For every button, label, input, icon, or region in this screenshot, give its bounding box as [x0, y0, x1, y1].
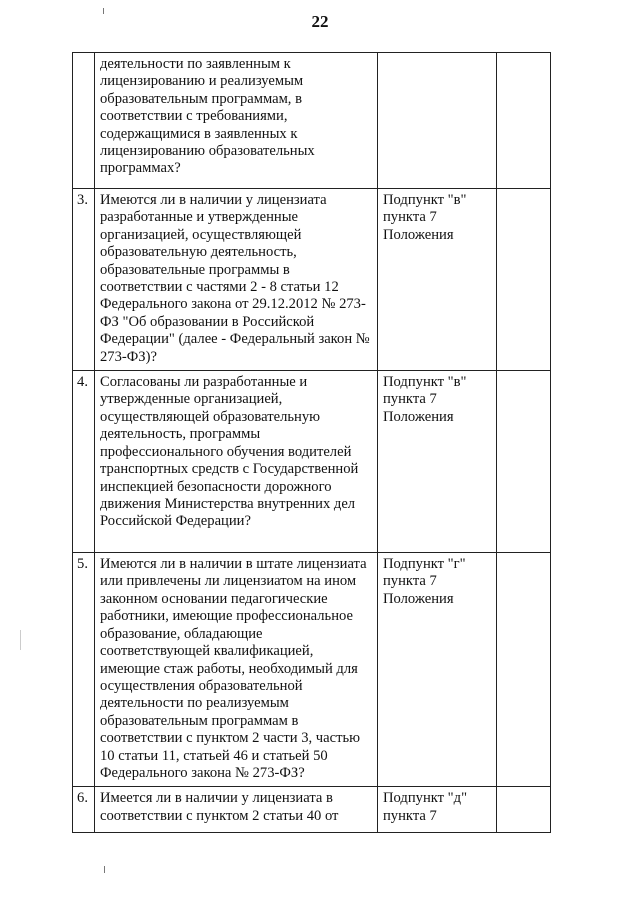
reference-text-line: Положения: [383, 408, 454, 425]
question-text-line: деятельности по заявленным к: [100, 56, 291, 72]
question-text-line: Федерального закона № 273-ФЗ?: [100, 764, 305, 781]
row-number-cell: 5.: [73, 553, 95, 787]
reference-cell: [378, 553, 497, 787]
reference-text-line: пункта 7: [383, 209, 437, 226]
notes-cell: [497, 53, 551, 189]
reference-text-line: Подпункт "д": [383, 790, 468, 807]
question-text-line: образовательным программам в: [100, 712, 299, 729]
reference-cell: [378, 371, 497, 553]
reference-text-line: Подпункт "в": [383, 374, 467, 391]
page-number: 22: [311, 12, 329, 31]
question-text-line: разработанные и утвержденные: [100, 209, 299, 226]
question-text-line: имеющие стаж работы, необходимый для: [100, 660, 358, 677]
table-row: [73, 553, 551, 787]
reference-text-line: Подпункт "в": [383, 192, 467, 208]
question-text-line: программах?: [100, 160, 181, 177]
question-text-line: содержащимися в заявленных к: [100, 125, 298, 142]
row-number-cell: 4.: [73, 371, 95, 553]
question-text-line: утвержденные организацией,: [100, 391, 283, 408]
question-text-line: Федерального закона от 29.12.2012 № 273-: [100, 296, 366, 313]
question-text-line: ФЗ "Об образовании в Российской: [100, 313, 315, 330]
scan-mark: [20, 630, 21, 650]
question-text-line: законном основании педагогические: [100, 590, 328, 607]
scan-mark: [103, 8, 104, 14]
reference-text-line: пункта 7: [383, 807, 437, 824]
question-text-line: инспекцией безопасности дорожного: [100, 478, 332, 495]
reference-cell: [378, 189, 497, 371]
question-cell: [95, 787, 378, 833]
question-text-line: соответствующей квалификацией,: [100, 643, 314, 660]
requirements-table: [72, 52, 551, 833]
row-number-cell: 3.: [73, 189, 95, 371]
question-text-line: 273-ФЗ)?: [100, 348, 157, 365]
question-text-line: образовательную деятельность,: [100, 244, 297, 261]
question-text-line: лицензированию образовательных: [100, 143, 315, 160]
question-cell: [95, 53, 378, 189]
table-row: [73, 189, 551, 371]
question-text-line: Согласованы ли разработанные и: [100, 374, 308, 391]
question-text-line: Российской Федерации?: [100, 513, 251, 530]
reference-cell: [378, 53, 497, 189]
question-text-line: образовательным программам, в: [100, 90, 302, 107]
table-row: [73, 53, 551, 189]
question-text-line: профессионального обучения водителей: [100, 443, 352, 460]
question-text-line: 10 статьи 11, статьей 46 и статьей 50: [100, 747, 328, 764]
question-text-line: осуществляющей образовательную: [100, 408, 321, 425]
question-text-line: деятельности по реализуемым: [100, 695, 289, 712]
table-row: [73, 371, 551, 553]
question-cell: [95, 189, 378, 371]
question-text-line: или привлечены ли лицензиатом на ином: [100, 573, 357, 590]
question-text-line: Имеется ли в наличии у лицензиата в: [100, 790, 333, 807]
question-text-line: работники, имеющие профессиональное: [100, 608, 353, 625]
question-text-line: лицензированию и реализуемым: [100, 73, 304, 90]
reference-text-line: пункта 7: [383, 391, 437, 408]
scan-mark: [104, 866, 105, 873]
question-cell: [95, 371, 378, 553]
question-text-line: Имеются ли в наличии у лицензиата: [100, 192, 327, 208]
notes-cell: [497, 787, 551, 833]
reference-cell: [378, 787, 497, 833]
notes-cell: [497, 189, 551, 371]
question-text-line: образование, обладающие: [100, 625, 263, 642]
question-text-line: соответствии с пунктом 2 статьи 40 от: [100, 807, 339, 824]
row-number-cell: 6.: [73, 787, 95, 833]
notes-cell: [497, 553, 551, 787]
question-cell: [95, 553, 378, 787]
table-row: [73, 787, 551, 833]
question-text-line: деятельность, программы: [100, 426, 261, 443]
question-text-line: соответствии с требованиями,: [100, 108, 288, 125]
notes-cell: [497, 371, 551, 553]
question-text-line: организацией, осуществляющей: [100, 226, 302, 243]
question-text-line: соответствии с частями 2 - 8 статьи 12: [100, 279, 339, 296]
question-text-line: Федерации" (далее - Федеральный закон №: [100, 331, 370, 348]
reference-text-line: пункта 7: [383, 573, 437, 590]
question-text-line: соответствии с пунктом 2 части 3, частью: [100, 730, 361, 747]
question-text-line: осуществления образовательной: [100, 677, 303, 694]
question-text-line: движения Министерства внутренних дел: [100, 495, 356, 512]
reference-text-line: Положения: [383, 226, 454, 243]
question-text-line: образовательные программы в: [100, 261, 290, 278]
question-text-line: Имеются ли в наличии в штате лицензиата: [100, 556, 367, 573]
question-text-line: транспортных средств с Государственной: [100, 461, 359, 478]
reference-text-line: Подпункт "г": [383, 556, 466, 573]
reference-text-line: Положения: [383, 590, 454, 607]
row-number-cell: [73, 53, 95, 189]
